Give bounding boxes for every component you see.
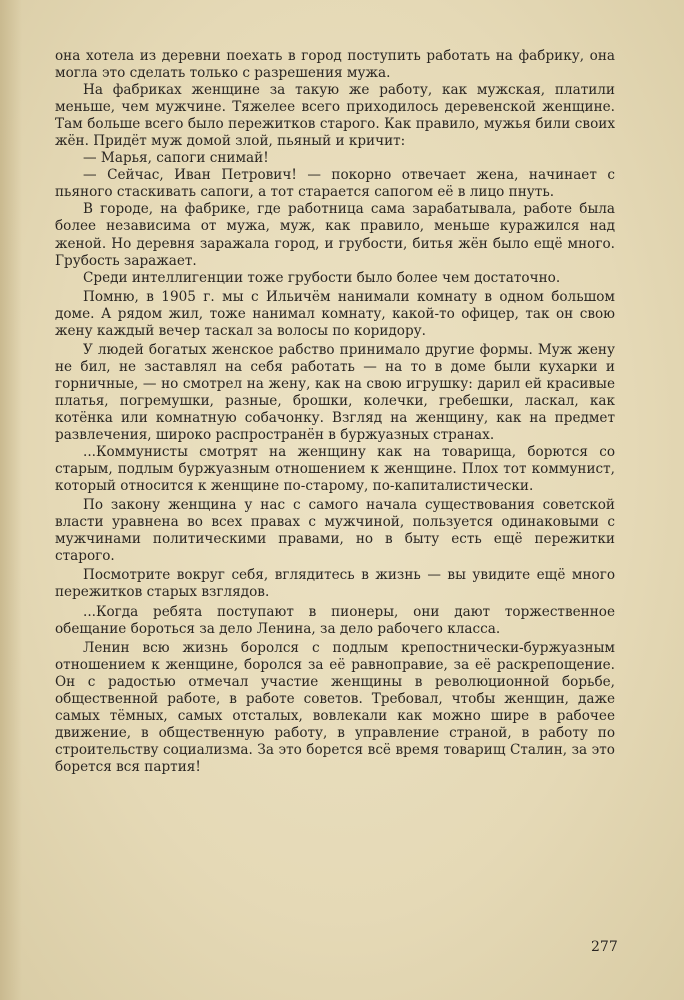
page-text [55, 48, 615, 776]
paragraph: У людей богатых женское рабство принимало другие формы. Муж жену не бил, не заставлял на себя работать — на то в доме были кухарки и горничные, — но смотрел на жену, как на свою игрушку: дарил ей красивые платья, погремушки, разные, брошки, колечки, гребешки, ласкал, как котёнка или комнатную собачонку. Взгляд на женщину, как на предмет развлечения, широко распространён в буржуазных странах. [55, 341, 615, 444]
paragraph: она хотела из деревни поехать в город поступить работать на фабрику, она могла это сделать только с разрешения мужа. [55, 48, 615, 82]
page-number: 277 [591, 939, 618, 955]
paragraph: — Сейчас, Иван Петрович! — покорно отвечает жена, начинает с пьяного стаскивать сапоги, а тот старается сапогом её в лицо пнуть. [55, 167, 615, 201]
paragraph: Среди интеллигенции тоже грубости было более чем достаточно. [83, 269, 561, 286]
paragraph: ...Когда ребята поступают в пионеры, они дают торжественное обещание бороться за дело Ленина, за дело рабочего класса. [55, 603, 615, 637]
paragraph: ...Коммунисты смотрят на женщину как на товарища, борются со старым, подлым буржуазным отношением к женщине. Плох тот коммунист, который относится к женщине по-старому, по-капиталистически. [55, 444, 615, 495]
paragraph: Ленин всю жизнь боролся с подлым крепостнически-буржуазным отношением к женщине, боролся за её равноправие, за её раскрепощение. Он с радостью отмечал участие женщины в революционной борьбе, общественной работе, в работе советов. Требовал, чтобы женщин, даже самых тёмных, самых отсталых, вовлекали как можно шире в рабочее движение, в общественную работу, в управление страной, в работу по строительству социализма. За это борется всё время товарищ Сталин, за это борется вся партия! [55, 639, 615, 775]
paragraph: По закону женщина у нас с самого начала существования советской власти уравнена во всех правах с мужчиной, пользуется одинаковыми с мужчинами политическими правами, но в быту есть ещё пережитки старого. [55, 497, 615, 565]
paragraph: На фабриках женщине за такую же работу, как мужская, платили меньше, чем мужчине. Тяжелее всего приходилось деревенской женщине. Там больше всего было пережитков старого. Как правило, мужья били своих жён. Придёт муж домой злой, пьяный и кричит: [55, 82, 615, 150]
paragraph: — Марья, сапоги снимай! [83, 150, 269, 167]
paragraph: В городе, на фабрике, где работница сама зарабатывала, работе была более независима от мужа, муж, как правило, меньше куражился над женой. Но деревня заражала город, и грубости, битья жён было ещё много. Грубость заражает. [55, 201, 615, 269]
spine-shadow [0, 0, 22, 1000]
paragraph: Посмотрите вокруг себя, вглядитесь в жизнь — вы увидите ещё много пережитков старых взглядов. [55, 567, 615, 601]
paragraph: Помню, в 1905 г. мы с Ильичём нанимали комнату в одном большом доме. А рядом жил, тоже нанимал комнату, какой-то офицер, так он свою жену каждый вечер таскал за волосы по коридору. [55, 288, 615, 339]
